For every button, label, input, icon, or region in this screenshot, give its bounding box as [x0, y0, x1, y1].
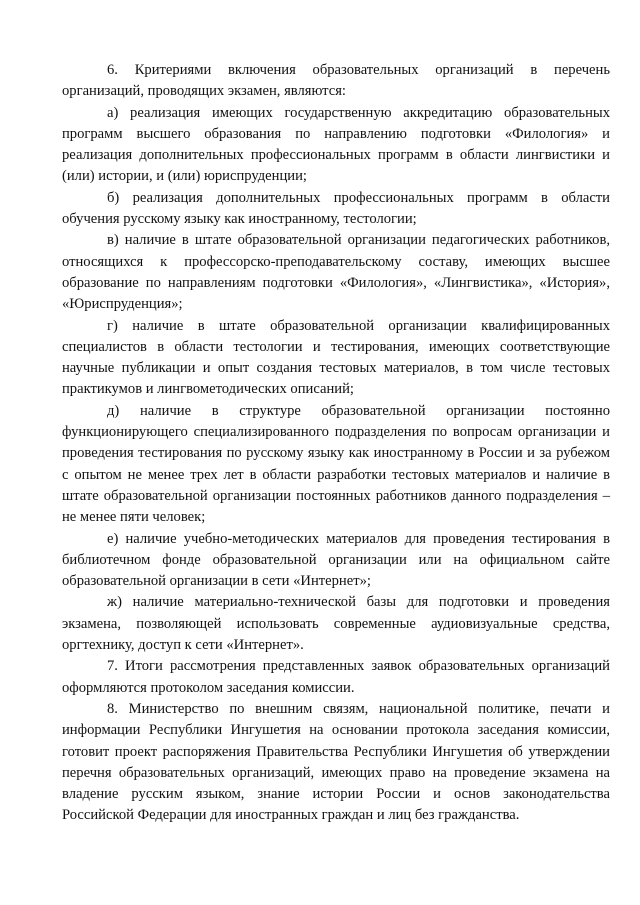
paragraph-subitem-a: а) реализация имеющих государственную аккредитацию образовательных программ высшего образования по направлению подготовки «Филология» и реализация дополнительных профессиональных программ в области лингвистики и (или) истории, и (или) юриспруденции; [62, 104, 610, 185]
paragraph-item-8: 8. Министерство по внешним связям, национальной политике, печати и информации Республики Ингушетия на основании протокола заседания комиссии, готовит проект распоряжения Правительства Республики Ингушетия об утверждении перечня образовательных организаций, имеющих право на проведение экзамена на владение русским языком, знание истории России и основ законодательства Российской Федерации для иностранных граждан и лиц без гражданства. [62, 700, 610, 824]
paragraph-subitem-zh: ж) наличие материально-технической базы для подготовки и проведения экзамена, позволяющей использовать современные аудиовизуальные средства, оргтехнику, доступ к сети «Интернет». [62, 594, 610, 654]
paragraph-item-7: 7. Итоги рассмотрения представленных заявок образовательных организаций оформляются протоколом заседания комиссии. [62, 658, 610, 696]
paragraph-item-6: 6. Критериями включения образовательных организаций в перечень организаций, проводящих экзамен, являются: [62, 62, 610, 100]
paragraph-subitem-v: в) наличие в штате образовательной организации педагогических работников, относящихся к профессорско-преподавательскому составу, имеющих высшее образование по направлениям подготовки «Филология», «Лингвистика», «История», «Юриспруденция»; [62, 232, 610, 313]
document-page [62, 60, 610, 827]
paragraph-subitem-b: б) реализация дополнительных профессиональных программ в области обучения русскому языку как иностранному, тестологии; [62, 189, 610, 228]
paragraph-subitem-e: е) наличие учебно-методических материалов для проведения тестирования в библиотечном фонде образовательной организации или на официальном сайте образовательной организации в сети «Интернет»; [62, 530, 610, 590]
paragraph-subitem-d: д) наличие в структуре образовательной организации постоянно функционирующего специализированного подразделения по вопросам организации и проведения тестирования по русскому языку как иностранному в России и за рубежом с опытом не менее трех лет в области разработки тестовых материалов и наличие в штате образовательной организации постоянных работников данного подразделения – не менее пяти человек; [62, 402, 610, 526]
paragraph-subitem-g: г) наличие в штате образовательной организации квалифицированных специалистов в области тестологии и тестирования, имеющих соответствующие научные публикации и опыт создания тестовых материалов, в том числе тестовых практикумов и лингвометодических описаний; [62, 317, 610, 398]
